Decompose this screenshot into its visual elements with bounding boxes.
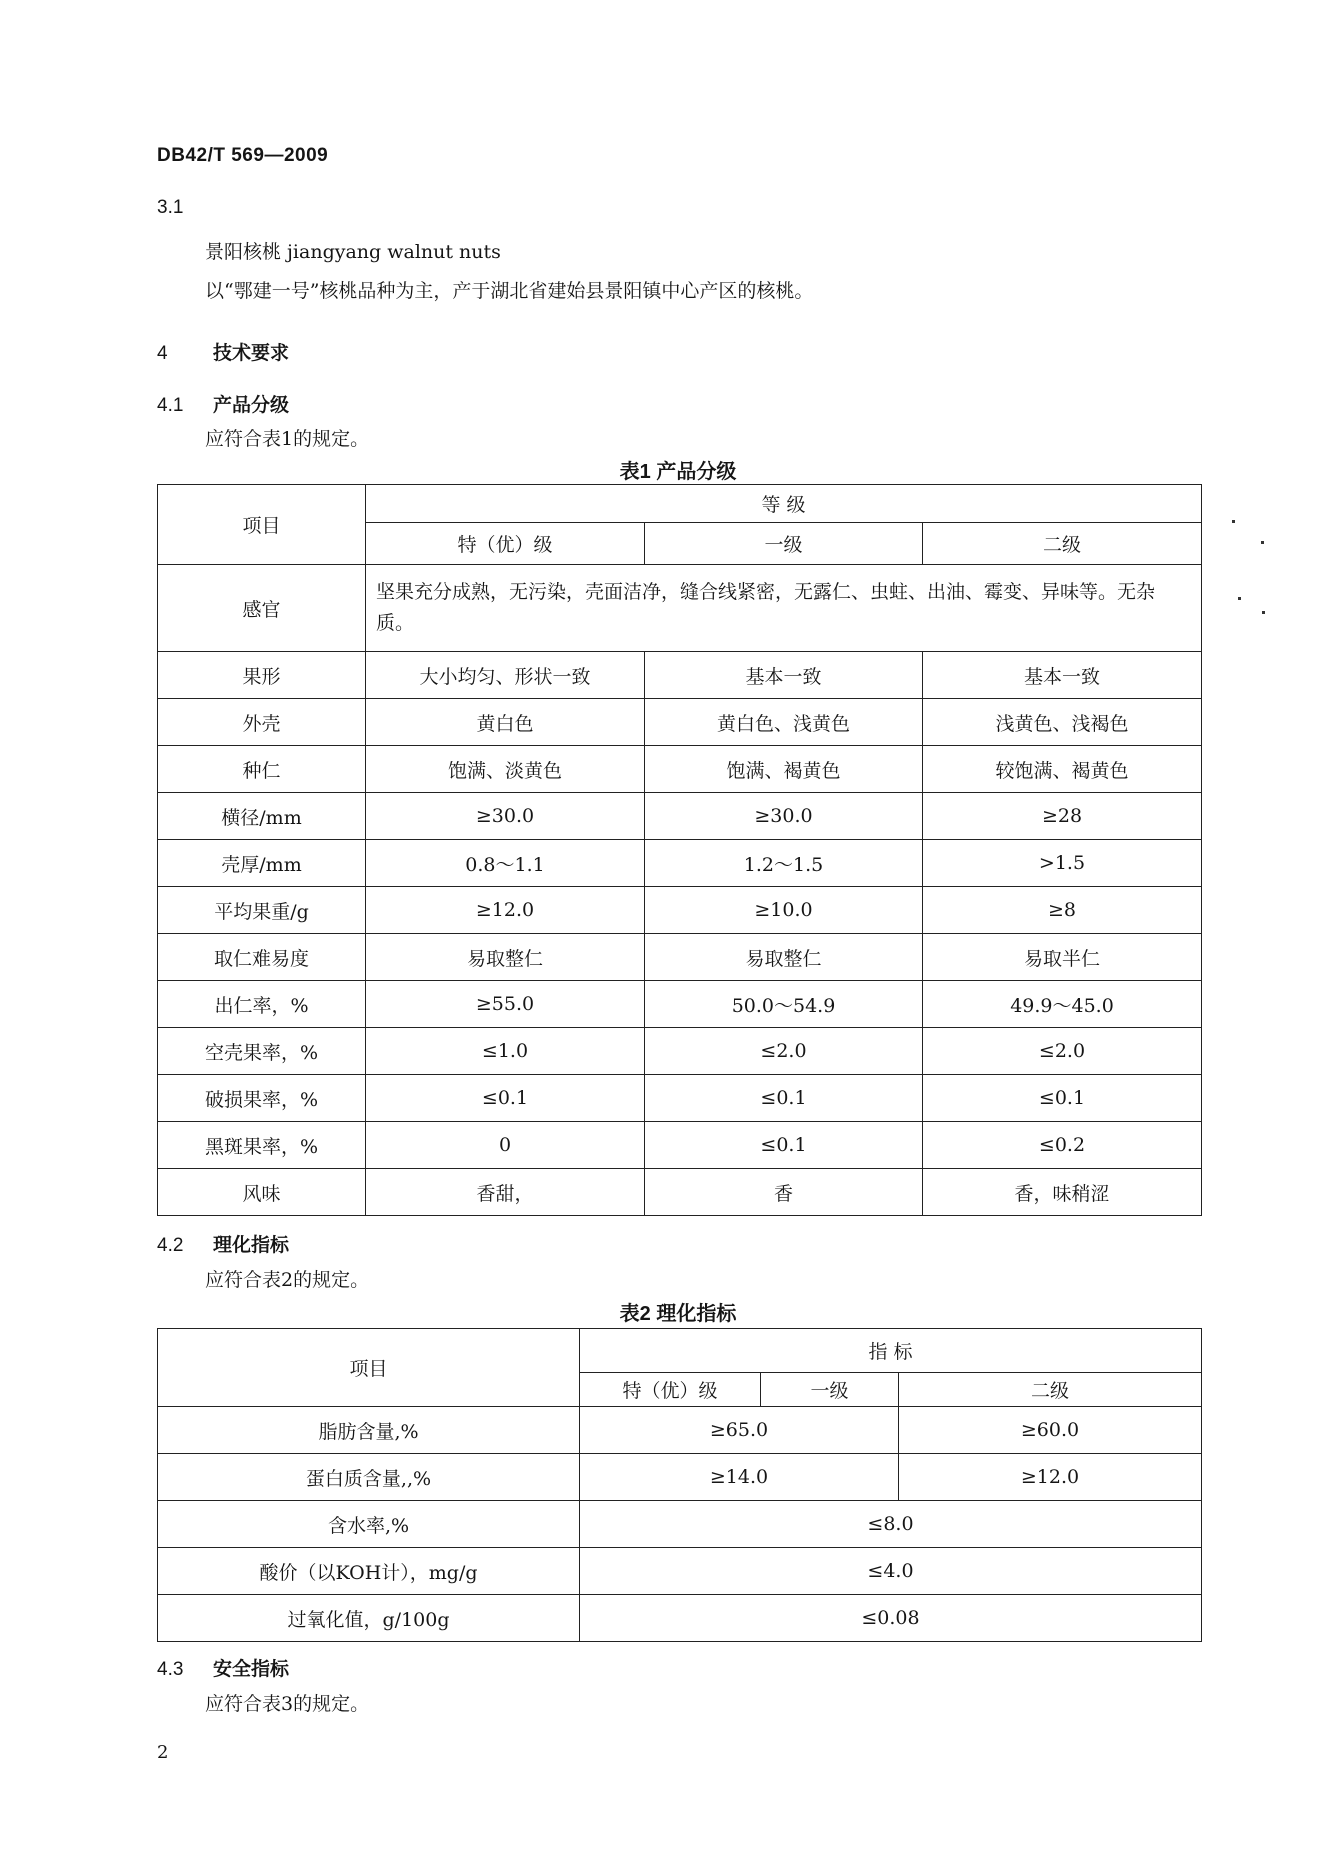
cell-special: 黄白色: [366, 699, 645, 746]
row-label: 出仁率，%: [158, 981, 366, 1028]
cell-special: ≥12.0: [366, 887, 645, 934]
cell-first: 基本一致: [645, 652, 923, 699]
row-label: 含水率,%: [158, 1501, 580, 1548]
table-row: [158, 1501, 1202, 1548]
cell-second: ≤0.1: [923, 1075, 1202, 1122]
row-label: 平均果重/g: [158, 887, 366, 934]
table-product-grading: [157, 484, 1202, 1216]
cell-first: 香: [645, 1169, 923, 1216]
cell-second: ≤0.2: [923, 1122, 1202, 1169]
row-label: 脂肪含量,%: [158, 1407, 580, 1454]
scan-speck: [1261, 541, 1264, 544]
section-title: 技术要求: [213, 343, 290, 364]
cell-second: 较饱满、褐黄色: [923, 746, 1202, 793]
header-grade-special: 特（优）级: [366, 523, 645, 565]
cell-special-first: ≥14.0: [580, 1454, 899, 1501]
cell-all-grades: ≤8.0: [580, 1501, 1202, 1548]
table-2-caption: 表2 理化指标: [619, 1303, 737, 1325]
cell-special: 易取整仁: [366, 934, 645, 981]
row-label: 过氧化值，g/100g: [158, 1595, 580, 1642]
header-grade-first: 一级: [645, 523, 923, 565]
table-row: [158, 1407, 1202, 1454]
cell-second: 49.9～45.0: [923, 981, 1202, 1028]
section-4-1-heading: [157, 390, 289, 417]
scan-speck: [1238, 597, 1241, 600]
table-row: [158, 793, 1202, 840]
cell-first: ≤0.1: [645, 1075, 923, 1122]
section-number: 4.1: [157, 395, 184, 416]
section-4-3-text: 应符合表3的规定。: [205, 1693, 370, 1715]
row-label: 外壳: [158, 699, 366, 746]
cell-second: >1.5: [923, 840, 1202, 887]
cell-special: ≥30.0: [366, 793, 645, 840]
cell-first: 1.2～1.5: [645, 840, 923, 887]
cell-all-grades: ≤0.08: [580, 1595, 1202, 1642]
table-physicochemical: [157, 1328, 1202, 1642]
table-row: [158, 1548, 1202, 1595]
cell-second: ≥8: [923, 887, 1202, 934]
cell-second: ≥12.0: [899, 1454, 1202, 1501]
table-row: [158, 887, 1202, 934]
sensory-requirement: 坚果充分成熟，无污染，壳面洁净，缝合线紧密，无露仁、虫蛀、出油、霉变、异味等。无杂质。: [366, 565, 1202, 652]
row-label: 横径/mm: [158, 793, 366, 840]
cell-second: ≥60.0: [899, 1407, 1202, 1454]
cell-first: ≤2.0: [645, 1028, 923, 1075]
cell-special: 大小均匀、形状一致: [366, 652, 645, 699]
table-row: [158, 746, 1202, 793]
header-grade-group: 等 级: [366, 485, 1202, 523]
row-label: 蛋白质含量,,%: [158, 1454, 580, 1501]
page-number: 2: [157, 1742, 169, 1763]
section-number: 4: [157, 343, 168, 364]
section-3-1-number: 3.1: [157, 197, 184, 218]
header-index-group: 指 标: [580, 1329, 1202, 1373]
cell-all-grades: ≤4.0: [580, 1548, 1202, 1595]
table-row: [158, 840, 1202, 887]
cell-special: 0.8～1.1: [366, 840, 645, 887]
section-4-2-heading: [157, 1230, 289, 1257]
table-row: [158, 1169, 1202, 1216]
cell-second: 浅黄色、浅褐色: [923, 699, 1202, 746]
cell-special: 饱满、淡黄色: [366, 746, 645, 793]
header-item: 项目: [158, 485, 366, 565]
section-4-heading: [157, 338, 289, 365]
table-row: [158, 1122, 1202, 1169]
section-title: 安全指标: [213, 1659, 290, 1680]
row-label: 取仁难易度: [158, 934, 366, 981]
cell-first: ≤0.1: [645, 1122, 923, 1169]
table-row: [158, 1075, 1202, 1122]
cell-second: 易取半仁: [923, 934, 1202, 981]
table-row: [158, 981, 1202, 1028]
term-definition: 以“鄂建一号”核桃品种为主，产于湖北省建始县景阳镇中心产区的核桃。: [205, 280, 814, 302]
section-number: 4.2: [157, 1235, 184, 1256]
header-grade-second: 二级: [923, 523, 1202, 565]
section-4-2-text: 应符合表2的规定。: [205, 1269, 370, 1291]
row-label: 果形: [158, 652, 366, 699]
cell-special: 0: [366, 1122, 645, 1169]
header-item: 项目: [158, 1329, 580, 1407]
cell-second: ≥28: [923, 793, 1202, 840]
cell-special: ≤1.0: [366, 1028, 645, 1075]
cell-second: 香，味稍涩: [923, 1169, 1202, 1216]
section-4-3-heading: [157, 1654, 289, 1681]
cell-first: 易取整仁: [645, 934, 923, 981]
header-grade-first: 一级: [761, 1373, 899, 1407]
header-grade-second: 二级: [899, 1373, 1202, 1407]
row-label: 破损果率，%: [158, 1075, 366, 1122]
table-row: [158, 934, 1202, 981]
row-label: 种仁: [158, 746, 366, 793]
row-label: 风味: [158, 1169, 366, 1216]
scan-speck: [1262, 611, 1265, 614]
document-code: DB42/T 569—2009: [157, 145, 329, 166]
cell-second: ≤2.0: [923, 1028, 1202, 1075]
section-title: 理化指标: [213, 1235, 290, 1256]
cell-special: ≤0.1: [366, 1075, 645, 1122]
cell-first: ≥30.0: [645, 793, 923, 840]
table-row: [158, 699, 1202, 746]
section-4-1-text: 应符合表1的规定。: [205, 428, 370, 450]
cell-special-first: ≥65.0: [580, 1407, 899, 1454]
row-label: 酸价（以KOH计），mg/g: [158, 1548, 580, 1595]
section-title: 产品分级: [213, 395, 290, 416]
row-label: 感官: [158, 565, 366, 652]
cell-special: 香甜，: [366, 1169, 645, 1216]
cell-special: ≥55.0: [366, 981, 645, 1028]
cell-first: ≥10.0: [645, 887, 923, 934]
table-row: [158, 1454, 1202, 1501]
table-row: [158, 652, 1202, 699]
row-label: 空壳果率，%: [158, 1028, 366, 1075]
cell-first: 50.0～54.9: [645, 981, 923, 1028]
row-label: 壳厚/mm: [158, 840, 366, 887]
section-number: 4.3: [157, 1659, 184, 1680]
table-row: [158, 1028, 1202, 1075]
scan-speck: [1232, 520, 1235, 523]
cell-first: 黄白色、浅黄色: [645, 699, 923, 746]
header-grade-special: 特（优）级: [580, 1373, 761, 1407]
table-row: [158, 1595, 1202, 1642]
row-label: 黑斑果率，%: [158, 1122, 366, 1169]
cell-second: 基本一致: [923, 652, 1202, 699]
term-entry: 景阳核桃 jiangyang walnut nuts: [205, 241, 501, 263]
table-1-caption: 表1 产品分级: [619, 461, 737, 483]
cell-first: 饱满、褐黄色: [645, 746, 923, 793]
